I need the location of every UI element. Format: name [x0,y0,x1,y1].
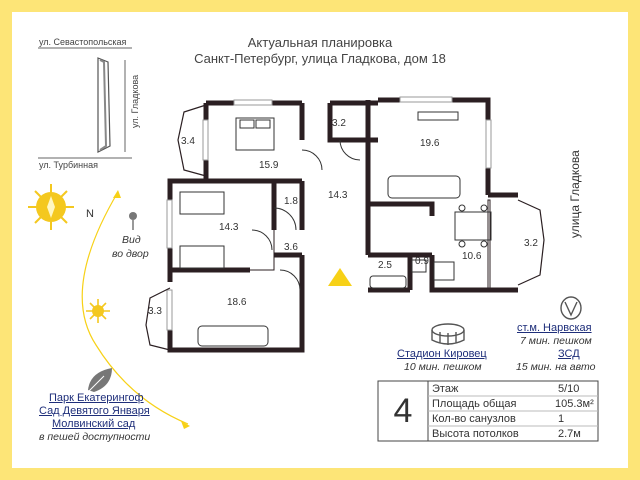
location-minimap [38,48,132,158]
dining-table [455,212,491,240]
room-area-living: 19.6 [420,138,440,149]
stadium-icon [432,324,464,345]
stadium-link[interactable]: Стадион Кировец [397,348,487,360]
room-area-storage: 1.8 [284,196,298,207]
view-label-line1: Вид [122,234,141,246]
info-label-floor: Этаж [432,383,459,395]
page-subtitle: Санкт-Петербург, улица Гладкова, дом 18 [194,51,446,66]
sofa-bottom [198,326,268,346]
metro-icon [561,297,581,319]
street-side-label: улица Гладкова [568,150,582,238]
desk-living [418,112,458,120]
road-time: 15 мин. на авто [516,361,596,373]
park-link-3[interactable]: Молвинский сад [52,418,136,430]
info-label-area: Площадь общая [432,398,517,410]
room-area-hall: 14.3 [328,190,348,201]
room-area-kitchen: 10.6 [462,251,482,262]
room-area-wc-top: 3.2 [332,118,346,129]
rooms-count: 4 [393,392,413,430]
view-pin-icon [129,212,137,230]
stadium-time: 10 мин. пешком [404,361,482,373]
minimap-street-top: ул. Севастопольская [39,37,127,47]
minimap-street-bottom: ул. Турбинная [39,160,98,170]
sofa-living [388,176,460,198]
door-swing-4 [252,230,272,250]
park-link-1[interactable]: Парк Екатерингоф [49,392,144,404]
bed-mid-1 [180,192,224,214]
road-link[interactable]: ЗСД [558,348,580,360]
info-value-floor: 5/10 [558,383,580,395]
room-area-balcony-left: 3.4 [181,136,195,147]
compass-icon [28,184,74,230]
room-area-balcony-bottom: 3.3 [148,306,162,317]
compass-north-label: N [86,208,94,220]
sun-path-arrow-end [181,421,190,429]
bathtub [370,276,406,288]
sun-path-arrow-start [113,190,121,198]
info-label-ceiling: Высота потолков [432,428,519,440]
bed-mid-2 [180,246,224,268]
view-label-line2: во двор [112,248,149,260]
room-area-corridor: 3.6 [284,242,298,253]
door-swing-2 [302,150,322,170]
info-label-bathrooms: Кол-во санузлов [432,413,516,425]
room-area-bedroom-bottom: 18.6 [227,297,247,308]
minimap-street-right: ул. Гладкова [130,74,140,128]
entrance-arrow-icon [328,268,352,286]
metro-link[interactable]: ст.м. Нарвская [517,322,592,334]
stove [434,262,454,280]
door-swing-3 [340,140,360,160]
leaf-icon [88,368,112,392]
bed-top [236,118,274,150]
park-link-2[interactable]: Сад Девятого Января [39,405,150,417]
room-area-balcony-right: 3.2 [524,238,538,249]
info-value-ceiling: 2.7м [558,428,581,440]
door-swing-5 [280,270,300,290]
page-title: Актуальная планировка [247,35,393,50]
metro-time: 7 мин. пешком [520,335,592,347]
info-value-bathrooms: 1 [558,413,565,425]
room-area-bedroom-mid: 14.3 [219,222,239,233]
sun-icon [86,299,110,323]
parks-note: в пешей доступности [39,431,151,443]
room-area-bedroom-top: 15.9 [259,160,279,171]
info-value-area: 105.3м² [555,398,594,410]
door-swing-1 [274,208,296,230]
room-area-wc-small: 0.9 [415,256,429,267]
room-area-bath: 2.5 [378,260,392,271]
